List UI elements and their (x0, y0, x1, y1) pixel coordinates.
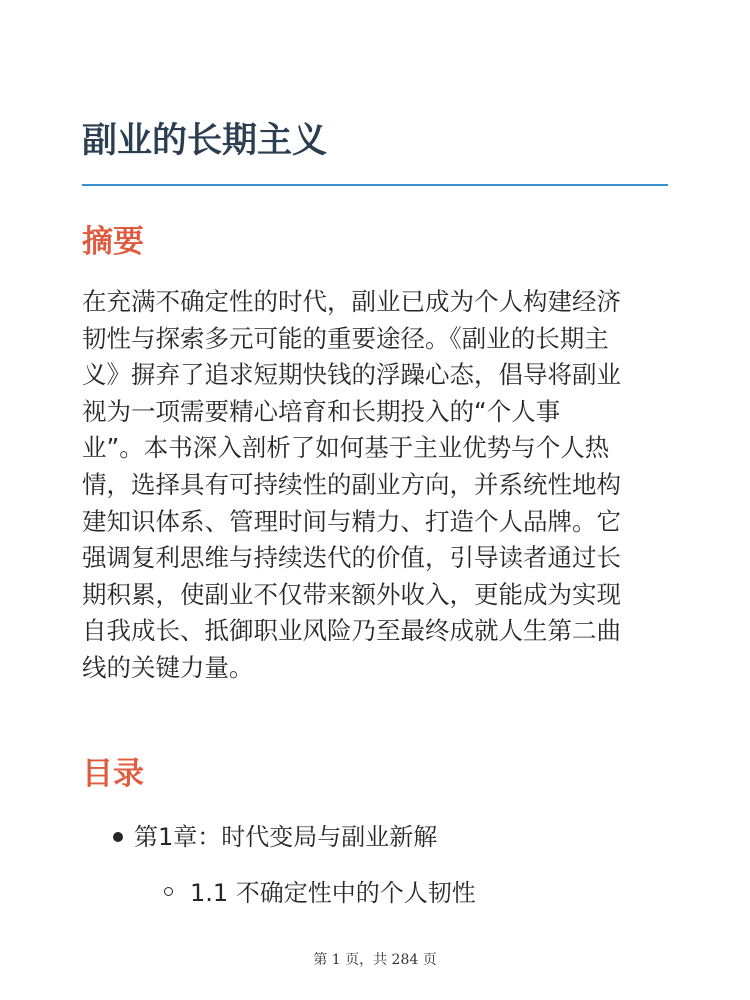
page-number-footer: 第 1 页，共 284 页 (313, 952, 437, 968)
summary-line: 在充满不确定性的时代，副业已成为个人构建经济 (82, 287, 621, 316)
toc-heading: 目录 (82, 756, 144, 792)
summary-paragraph (82, 284, 672, 687)
toc-item-chapter-1[interactable]: 第1章：时代变局与副业新解 (134, 823, 438, 851)
title-divider (82, 184, 668, 186)
summary-line: 业”。本书深入剖析了如何基于主业优势与个人热 (82, 433, 610, 463)
summary-line: 自我成长、抵御职业风险乃至最终成就人生第二曲 (82, 616, 621, 646)
summary-line: 情，选择具有可持续性的副业方向，并系统性地构 (82, 469, 621, 499)
summary-line: 线的关键力量。 (82, 652, 254, 682)
summary-heading: 摘要 (82, 224, 144, 260)
document-title: 副业的长期主义 (82, 121, 328, 161)
toc-item-section-1-1[interactable]: 1.1 不确定性中的个人韧性 (190, 879, 476, 907)
summary-line: 视为一项需要精心培育和长期投入的“个人事 (82, 396, 561, 426)
summary-line: 义》摒弃了追求短期快钱的浮躁心态，倡导将副业 (82, 360, 621, 390)
summary-line: 韧性与探索多元可能的重要途径。《副业的长期主 (82, 323, 609, 353)
summary-line: 强调复利思维与持续迭代的价值，引导读者通过长 (82, 543, 621, 573)
hollow-bullet-icon (164, 887, 173, 896)
filled-bullet-icon (113, 832, 123, 842)
summary-line: 期积累，使副业不仅带来额外收入，更能成为实现 (82, 579, 621, 609)
summary-line: 建知识体系、管理时间与精力、打造个人品牌。它 (82, 506, 621, 536)
